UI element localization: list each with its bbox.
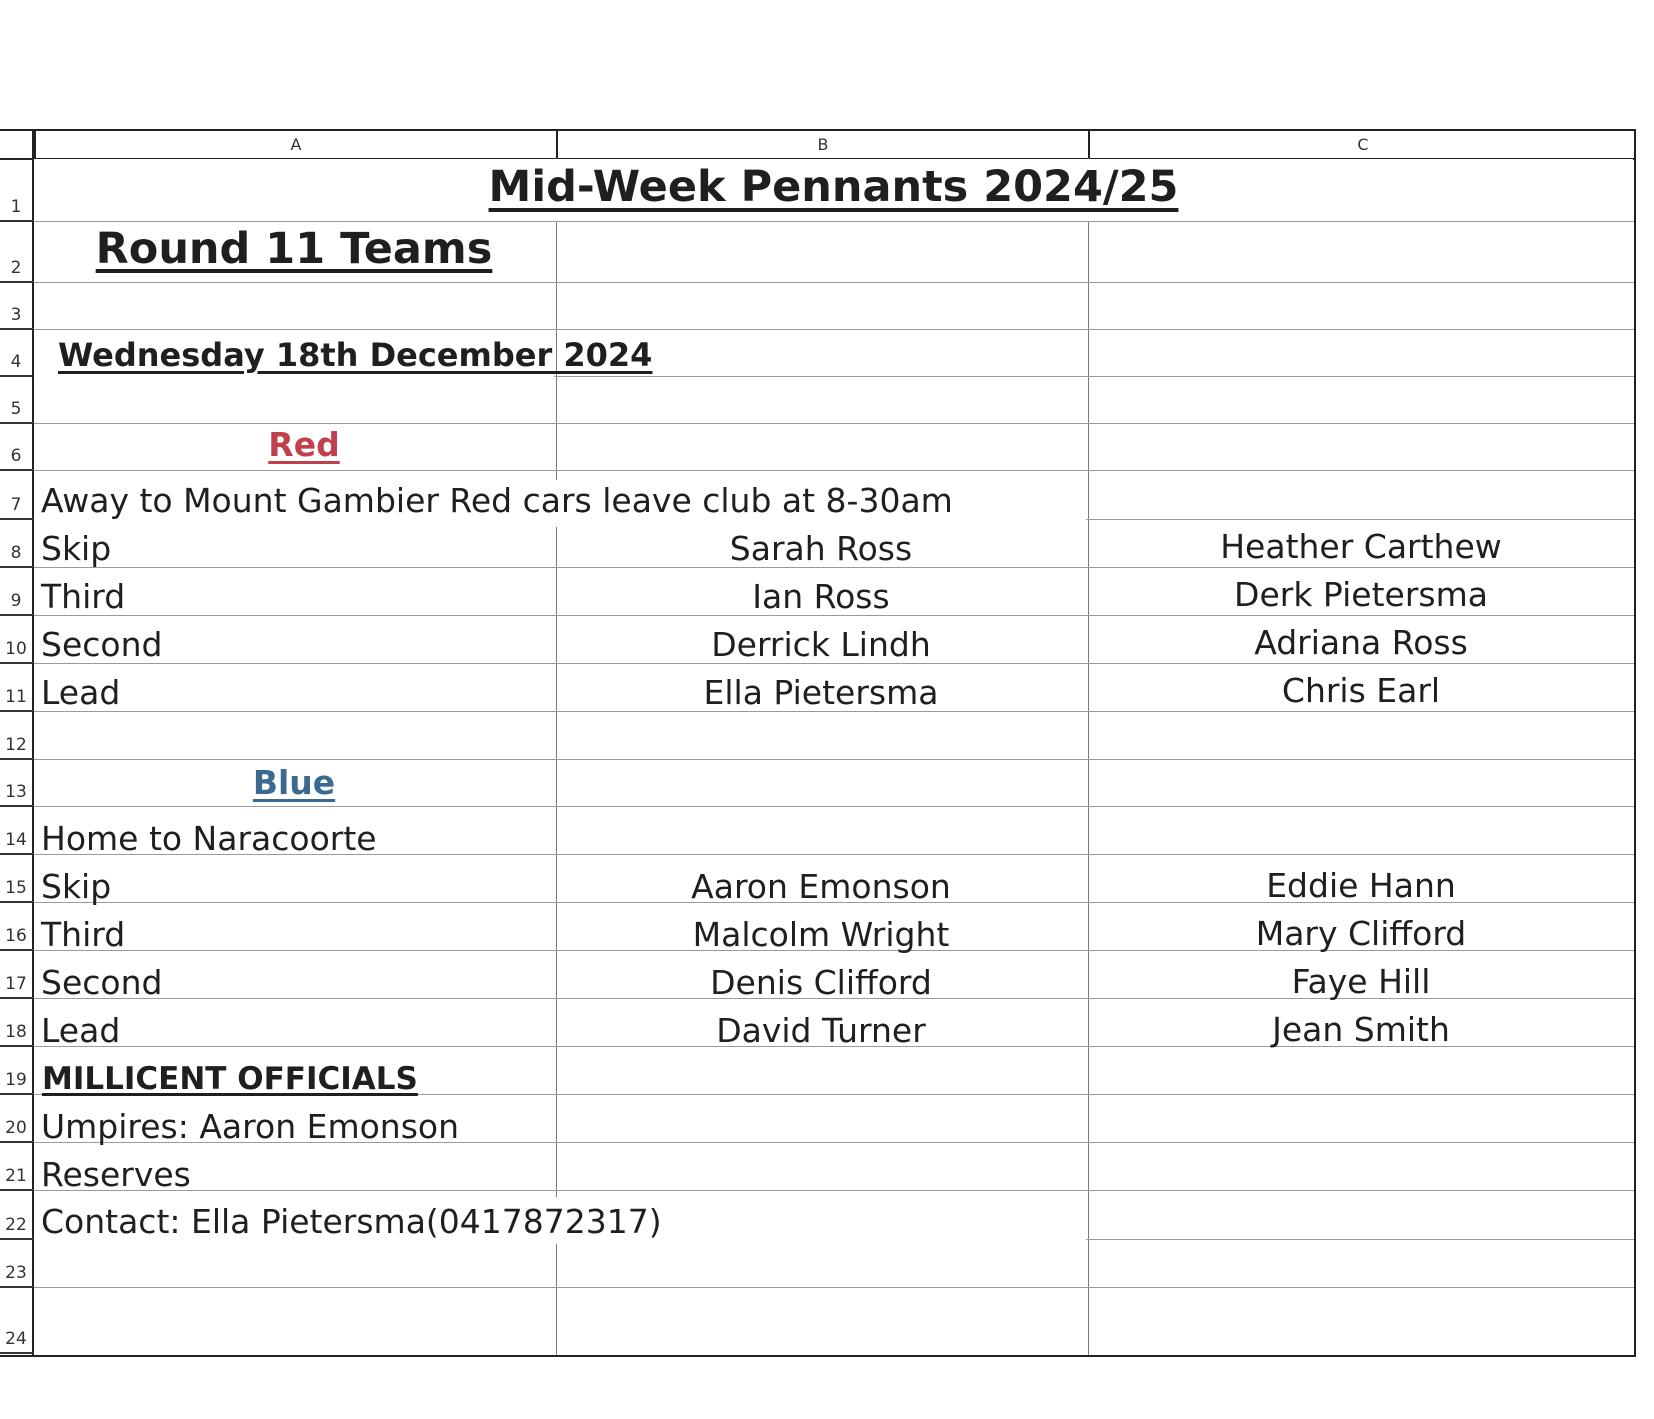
row-number[interactable]: 23 (5, 1263, 27, 1283)
blue-skip-rink2: Eddie Hann (1266, 866, 1456, 905)
blue-lead-rink2: Jean Smith (1272, 1010, 1450, 1049)
blue-lead-rink1: David Turner (716, 1011, 926, 1050)
row-number[interactable]: 8 (10, 543, 22, 563)
blue-lead-label: Lead (41, 1011, 121, 1050)
sheet-row (0, 1287, 1634, 1353)
sheet-row (0, 711, 1634, 760)
umpires-line: Umpires: Aaron Emonson (41, 1107, 459, 1146)
blue-fixture: Home to Naracoorte (41, 819, 377, 858)
row-number[interactable]: 17 (5, 974, 27, 994)
sheet-row (0, 376, 1634, 424)
row-number[interactable]: 19 (5, 1070, 27, 1090)
spreadsheet (0, 129, 1636, 1357)
row-number[interactable]: 10 (5, 639, 27, 659)
row-number[interactable]: 7 (10, 495, 22, 515)
sheet-row (0, 1142, 1634, 1191)
row-number[interactable]: 16 (5, 926, 27, 946)
reserves-line: Reserves (41, 1155, 191, 1194)
sheet-row (0, 282, 1634, 330)
row-number[interactable]: 3 (10, 305, 22, 325)
red-team-heading: Red (268, 425, 340, 464)
officials-heading: MILLICENT OFFICIALS (42, 1061, 418, 1097)
blue-skip-rink1: Aaron Emonson (691, 867, 951, 906)
round-subtitle: Round 11 Teams (95, 224, 493, 274)
row-header-line (0, 1352, 34, 1354)
row-number[interactable]: 14 (5, 830, 27, 850)
red-second-rink1: Derrick Lindh (711, 625, 931, 664)
row-number[interactable]: 6 (10, 446, 22, 466)
row-number[interactable]: 2 (10, 258, 22, 278)
row-number[interactable]: 12 (5, 735, 27, 755)
blue-third-rink2: Mary Clifford (1255, 914, 1467, 953)
row-number[interactable]: 1 (10, 197, 22, 217)
red-third-rink1: Ian Ross (752, 577, 890, 616)
red-skip-rink1: Sarah Ross (729, 529, 913, 568)
row-number[interactable]: 4 (10, 352, 22, 372)
blue-third-rink1: Malcolm Wright (692, 915, 950, 954)
row-number[interactable]: 15 (5, 878, 27, 898)
page-title: Mid-Week Pennants 2024/25 (488, 162, 1179, 212)
column-header-c[interactable]: C (1088, 131, 1636, 158)
row-number[interactable]: 24 (5, 1329, 27, 1349)
red-third-rink2: Derk Pietersma (1234, 575, 1488, 614)
red-lead-rink1: Ella Pietersma (703, 673, 939, 712)
red-skip-rink2: Heather Carthew (1220, 527, 1502, 566)
column-header-b[interactable]: B (556, 131, 1088, 158)
row-number[interactable]: 5 (10, 399, 22, 419)
row-number[interactable]: 18 (5, 1022, 27, 1042)
blue-second-label: Second (41, 963, 163, 1002)
sheet-row (0, 1239, 1634, 1288)
contact-line: Contact: Ella Pietersma(0417872317) (41, 1202, 662, 1241)
row-number[interactable]: 9 (10, 591, 22, 611)
row-number[interactable]: 13 (5, 782, 27, 802)
blue-skip-label: Skip (41, 867, 112, 906)
red-second-rink2: Adriana Ross (1254, 623, 1468, 662)
blue-team-heading: Blue (252, 763, 336, 802)
red-lead-label: Lead (41, 673, 121, 712)
blue-third-label: Third (41, 915, 126, 954)
row-number[interactable]: 11 (5, 687, 27, 707)
red-fixture: Away to Mount Gambier Red cars leave club at 8-30am (41, 481, 953, 520)
red-lead-rink2: Chris Earl (1281, 671, 1441, 710)
row-number[interactable]: 21 (5, 1166, 27, 1186)
row-number[interactable]: 20 (5, 1118, 27, 1138)
column-header-a[interactable]: A (34, 131, 556, 158)
row-number[interactable]: 22 (5, 1215, 27, 1235)
red-second-label: Second (41, 625, 163, 664)
red-skip-label: Skip (41, 529, 112, 568)
column-header-bar (0, 129, 1634, 160)
blue-second-rink2: Faye Hill (1291, 962, 1431, 1001)
red-third-label: Third (41, 577, 126, 616)
blue-second-rink1: Denis Clifford (710, 963, 932, 1002)
match-date: Wednesday 18th December 2024 (58, 336, 653, 374)
